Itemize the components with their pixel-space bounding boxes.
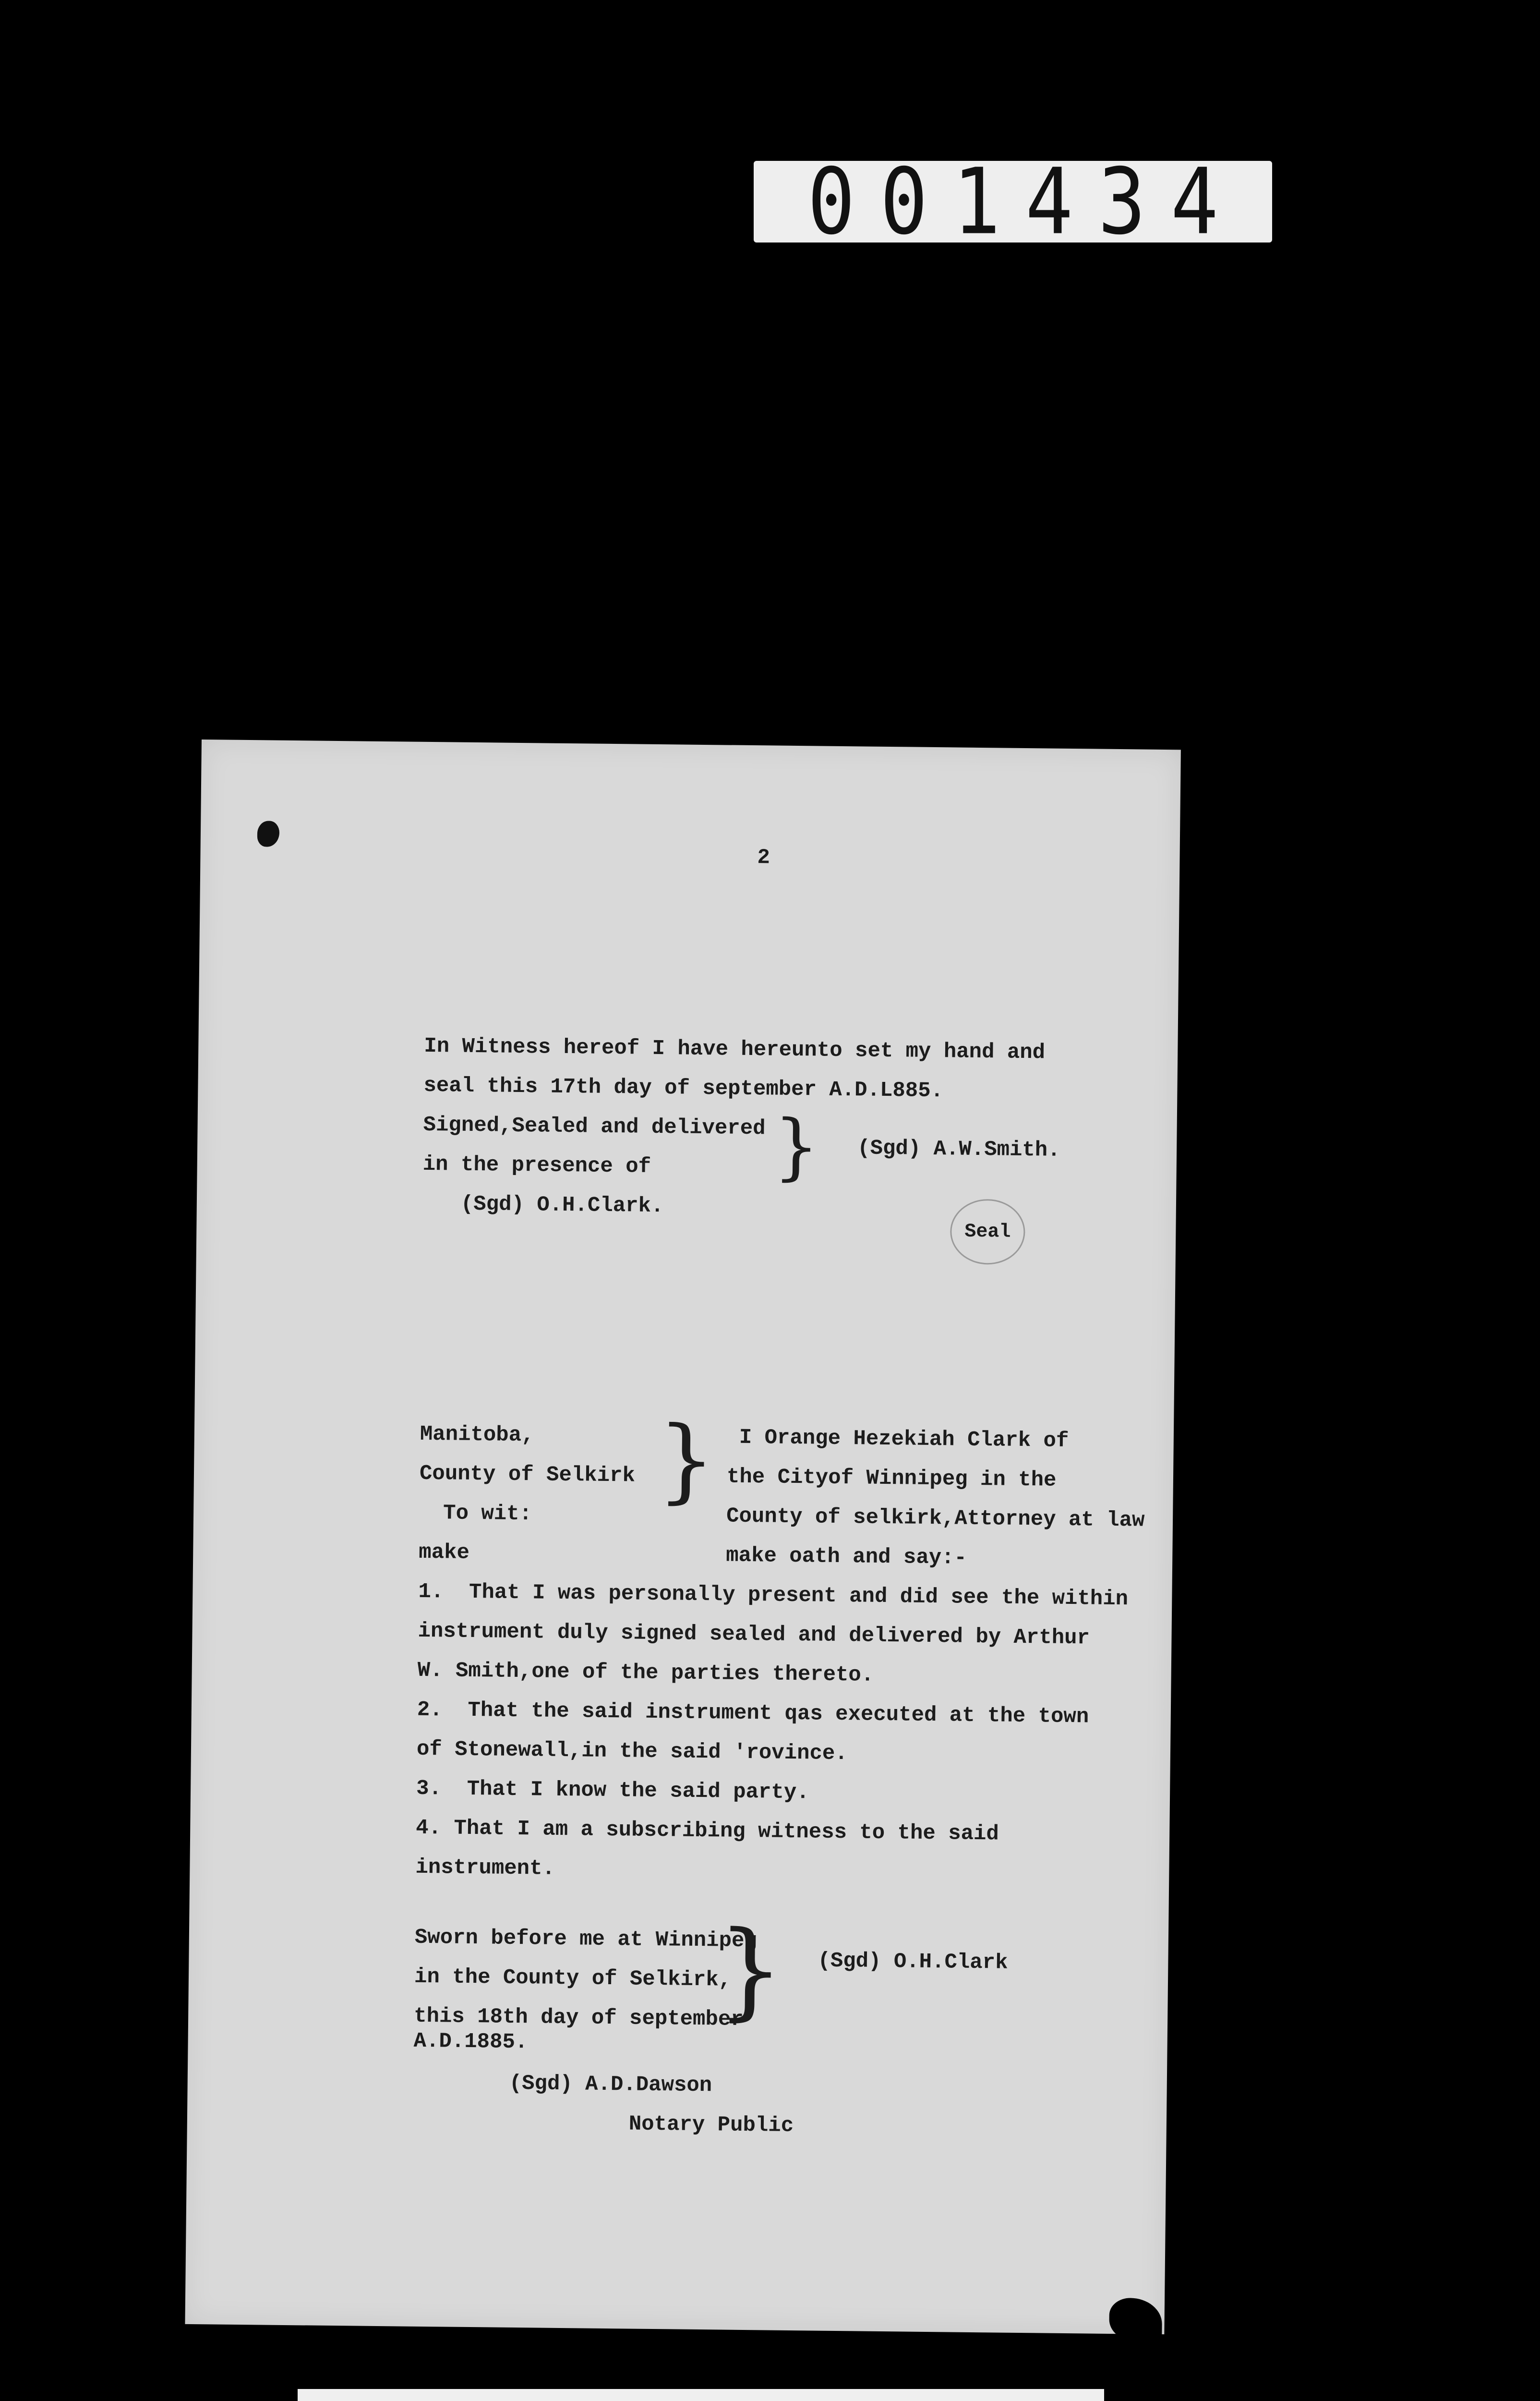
venue-line-3: To wit: <box>443 1501 532 1527</box>
paragraph-4-line-1: 4. That I am a subscribing witness to the said <box>416 1816 999 1846</box>
paragraph-4-line-2: instrument. <box>415 1855 555 1881</box>
jurat-line-4: A.D.1885. <box>413 2029 528 2055</box>
venue-line-1: Manitoba, <box>420 1422 534 1448</box>
seal-mark <box>950 1199 1025 1265</box>
signed-brace: } <box>773 1104 820 1189</box>
deponent-line-2: the Cityof Winnipeg in the <box>726 1465 1057 1492</box>
witness-line-2: seal this 17th day of september A.D.L885. <box>423 1073 944 1103</box>
page-number: 2 <box>757 846 770 870</box>
venue-line-2: County of Selkirk <box>419 1461 636 1488</box>
deponent-line-1: I Orange Hezekiah Clark of <box>739 1425 1069 1453</box>
reference-label <box>298 2389 1104 2401</box>
deponent-signature: (Sgd) O.H.Clark <box>818 1949 1008 1975</box>
witness-line-1: In Witness hereof I have hereunto set my hand and <box>424 1034 1046 1065</box>
paragraph-1-line-1: 1. That I was personally present and did see the within <box>418 1579 1129 1612</box>
jurat-line-1: Sworn before me at Winnipeg <box>414 1925 758 1953</box>
deponent-line-3: County of selkirk,Attorney at law <box>726 1504 1145 1533</box>
venue-brace: } <box>657 1407 716 1514</box>
paragraph-2-line-2: of Stonewall,in the said 'rovince. <box>416 1737 848 1766</box>
paragraph-1-line-3: W. Smith,one of the parties thereto. <box>417 1658 874 1687</box>
jurat-line-3: this 18th day of september <box>413 2004 744 2032</box>
frame-number: 001434 <box>807 148 1244 255</box>
paragraph-1-line-2: instrument duly signed sealed and delivered by Arthur <box>418 1619 1090 1650</box>
jurat-brace: } <box>716 1908 785 2032</box>
signed-line-2: in the presence of <box>422 1152 651 1179</box>
punch-hole <box>257 821 280 847</box>
deponent-line-4: make oath and say:- <box>726 1543 967 1570</box>
paragraph-3: 3. That I know the said party. <box>416 1776 809 1805</box>
frame-number-label <box>754 148 1272 255</box>
party-signature: (Sgd) A.W.Smith. <box>857 1136 1060 1163</box>
document-page <box>185 740 1180 2334</box>
notary-title: Notary Public <box>628 2112 794 2138</box>
make-word: make <box>419 1540 470 1565</box>
notary-signature: (Sgd) A.D.Dawson <box>509 2071 712 2098</box>
jurat-line-2: in the County of Selkirk, <box>414 1964 732 1992</box>
witness-signature: (Sgd) O.H.Clark. <box>460 1192 664 1219</box>
signed-line-1: Signed,Sealed and delivered <box>423 1113 766 1141</box>
torn-corner <box>1109 2298 1162 2341</box>
paragraph-2-line-1: 2. That the said instrument qas executed at the town <box>417 1698 1089 1729</box>
seal-label: Seal <box>964 1221 1011 1243</box>
